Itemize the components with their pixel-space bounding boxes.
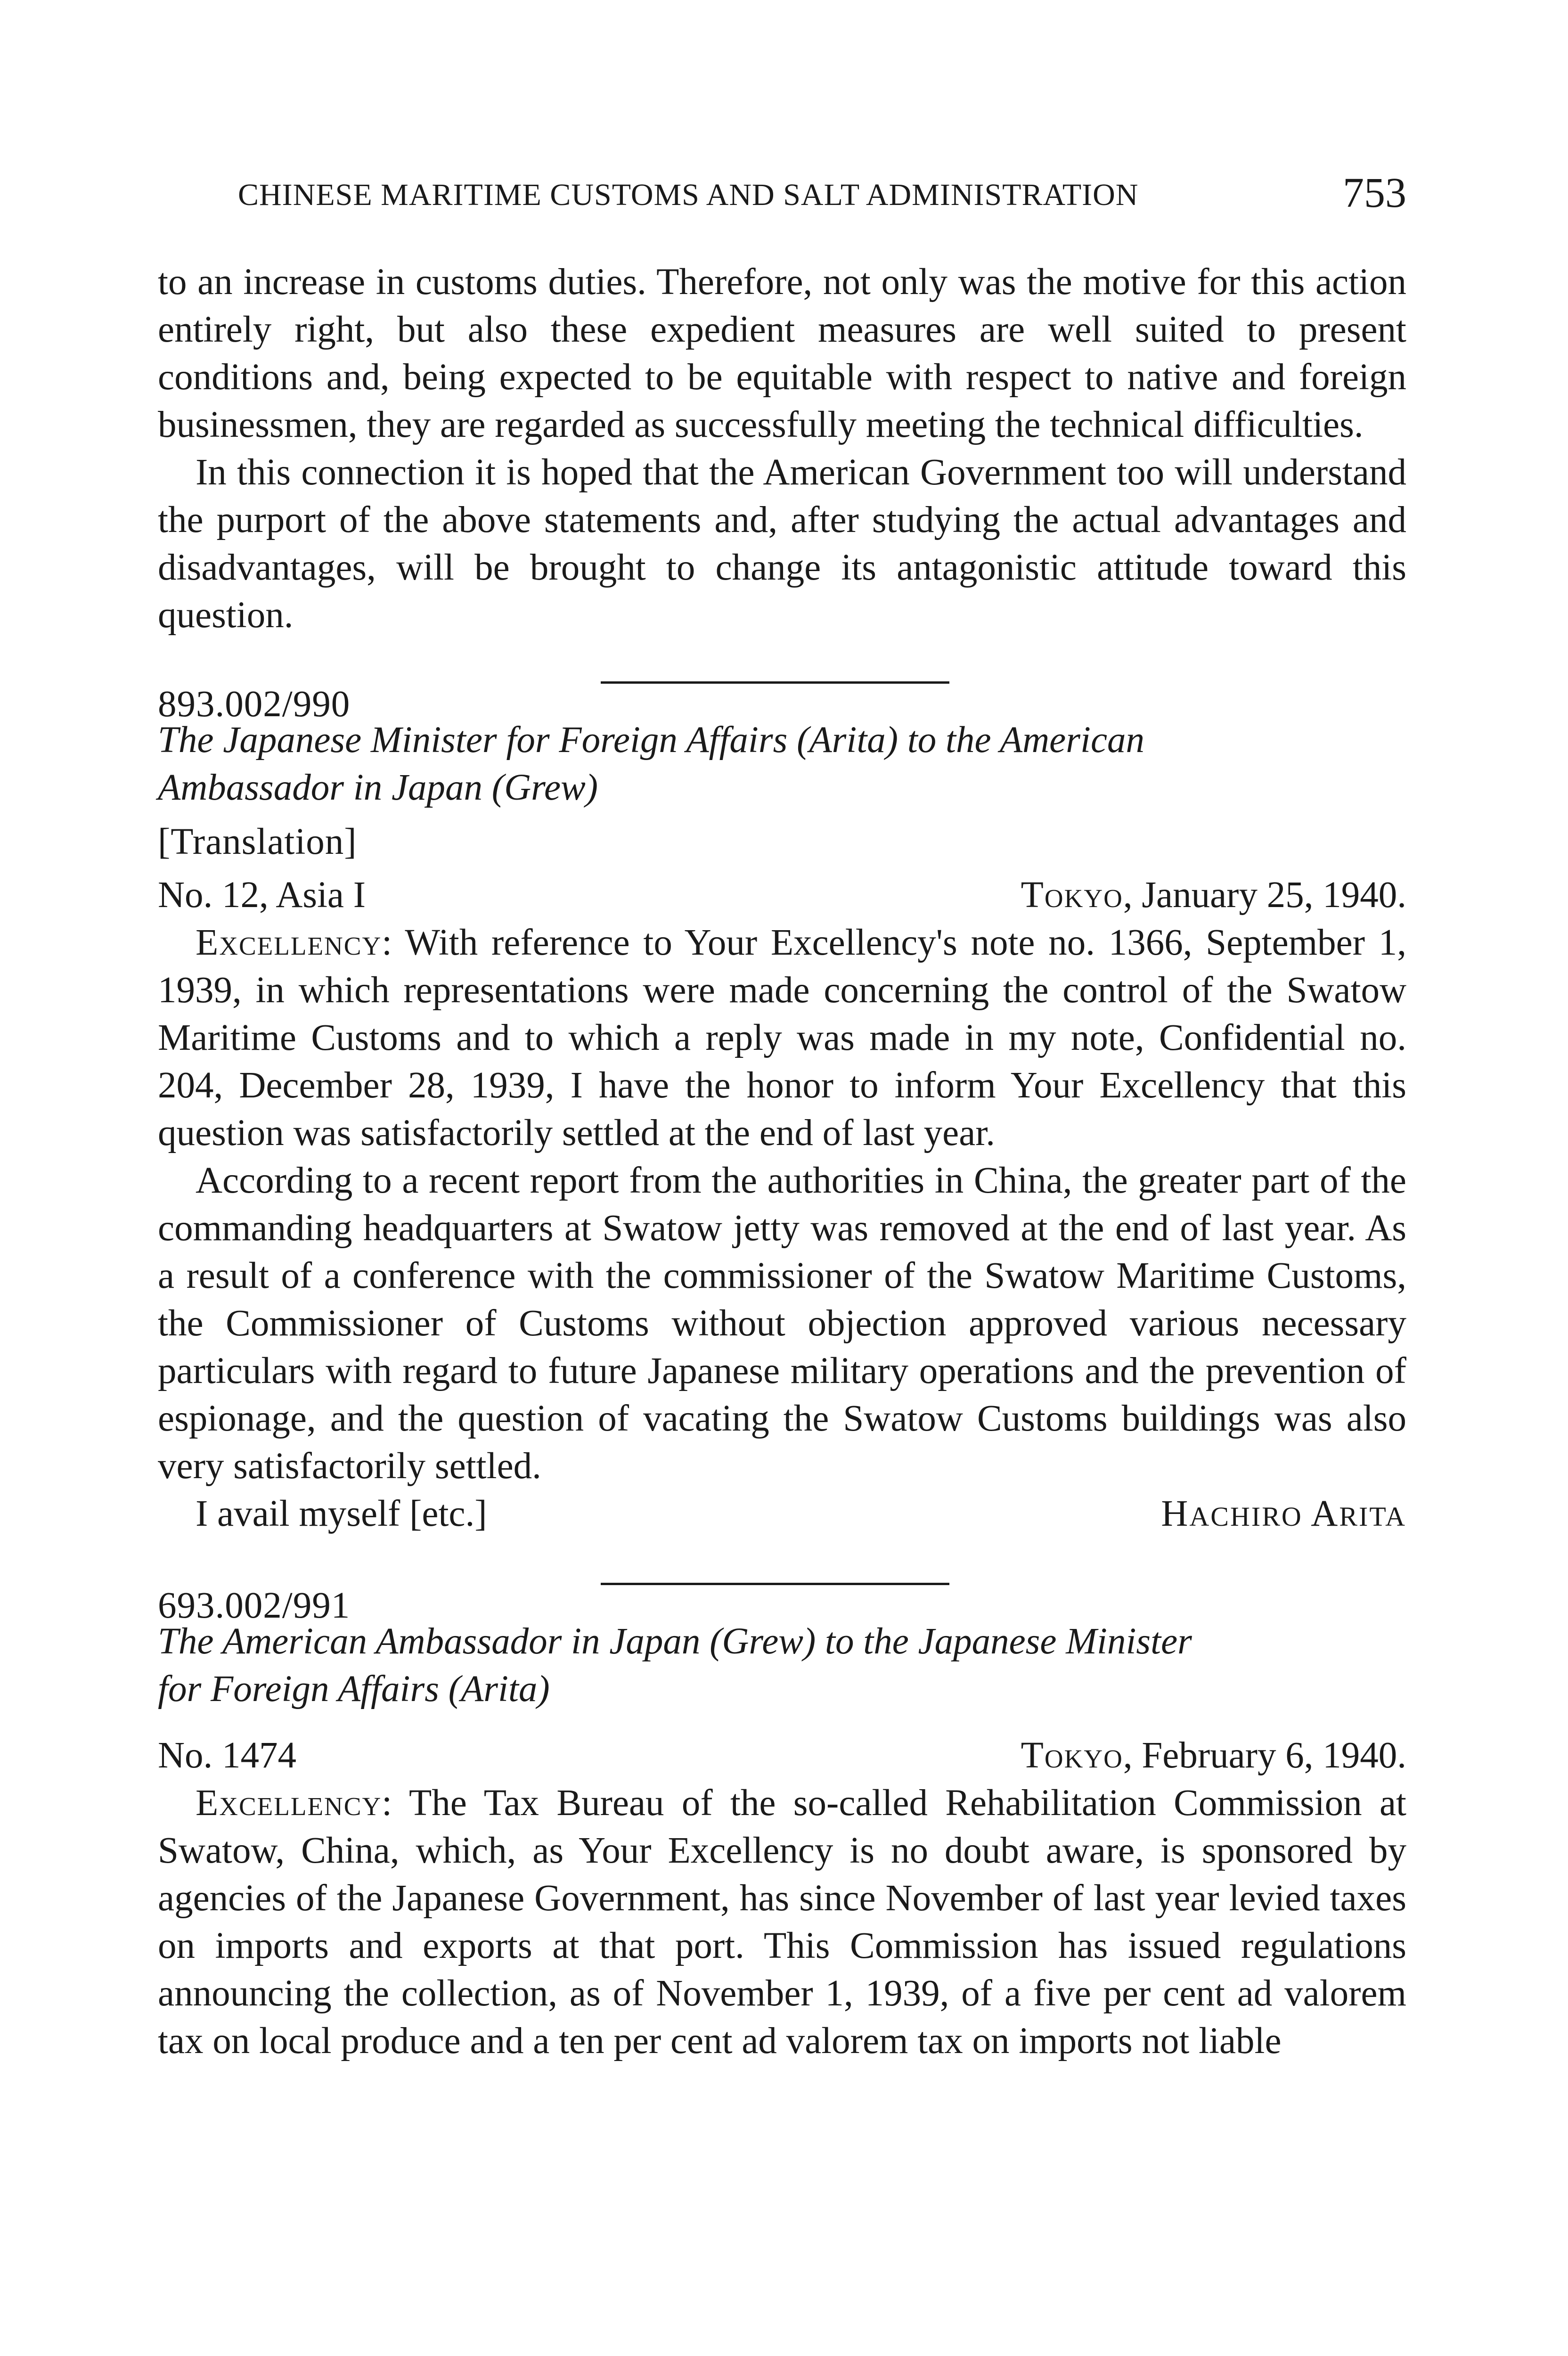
document-number: No. 12, Asia I bbox=[158, 875, 366, 916]
signature-last: RITA bbox=[1339, 1501, 1406, 1532]
salutation: Excellency bbox=[196, 922, 382, 963]
letter-text: : The Tax Bureau of the so-called Rehabilitation Commission at Swatow, China, which, as Your Excellency is no doubt aware, is sponsored by agencies of the Japanese Government, has since November of last year levied taxes on imports and exports at that port. This Commission has issued regulations announcing the collection, as of November 1, 1939, of a five per cent ad valorem tax on local produce and a ten per cent ad valorem tax on imports not liable bbox=[158, 1783, 1406, 2062]
date: , February 6, 1940. bbox=[1123, 1735, 1406, 1776]
document-heading: The Japanese Minister for Foreign Affairs (Arita) to the American bbox=[158, 720, 1145, 761]
continuation-paragraph: to an increase in customs duties. Therefore, not only was the motive for this action entirely right, but also these expedient measures are well suited to present conditions and, being expected to be equitable with respect to native and foreign businessmen, they are regarded as successfully meeting the technical difficulties. bbox=[158, 262, 1406, 445]
closing-line bbox=[158, 1490, 1406, 1540]
place: Tokyo bbox=[1021, 1735, 1123, 1776]
document-heading: for Foreign Affairs (Arita) bbox=[158, 1669, 550, 1710]
dateline bbox=[158, 871, 1406, 919]
document-heading: Ambassador in Japan (Grew) bbox=[158, 767, 598, 808]
separator-block bbox=[158, 639, 1406, 725]
letter-text: : With reference to Your Excellency's note no. 1366, September 1, 1939, in which representations were made concerning the control of the Swatow Maritime Customs and to which a reply was made in my note, Confidential no. 204, December 28, 1939, I have the honor to inform Your Excellency that this question was satisfactorily settled at the end of last year. bbox=[158, 922, 1406, 1153]
running-head bbox=[158, 169, 1406, 221]
signature-first: ACHIRO bbox=[1189, 1501, 1303, 1532]
dateline bbox=[158, 1732, 1406, 1779]
letter-paragraph bbox=[158, 919, 1406, 1157]
continuation-paragraph: In this connection it is hoped that the American Government too will understand the purport of the above statements and, after studying the actual advantages and disadvantages, will be brought to change its antagonistic attitude toward this question. bbox=[158, 452, 1406, 636]
place: Tokyo bbox=[1021, 875, 1123, 916]
signature-first-initial: H bbox=[1161, 1493, 1190, 1534]
section-divider bbox=[601, 681, 949, 684]
closing-text: I avail myself [etc.] bbox=[196, 1493, 487, 1534]
signature bbox=[1161, 1490, 1406, 1540]
document-page bbox=[158, 0, 1406, 2356]
file-number: 893.002/990 bbox=[158, 684, 351, 725]
letter-paragraph bbox=[158, 1779, 1406, 2065]
page-number: 753 bbox=[1343, 170, 1406, 216]
file-number: 693.002/991 bbox=[158, 1585, 351, 1626]
letter-paragraph: According to a recent report from the authorities in China, the greater part of the commanding headquarters at Swatow jetty was removed at the end of last year. As a result of a conference with the commissioner of the Swatow Maritime Customs, the Commissioner of Customs without objection approved various necessary particulars with regard to future Japanese military operations and the prevention of espionage, and the question of vacating the Swatow Customs buildings was also very satisfactorily settled. bbox=[158, 1160, 1406, 1487]
separator-block bbox=[158, 1540, 1406, 1626]
running-head-title: CHINESE MARITIME CUSTOMS AND SALT ADMINISTRATION bbox=[238, 178, 1139, 212]
place-and-date bbox=[1021, 1732, 1406, 1779]
date: , January 25, 1940. bbox=[1123, 875, 1406, 916]
page-body bbox=[158, 258, 1406, 2065]
translation-note: [Translation] bbox=[158, 821, 357, 862]
section-divider bbox=[601, 1583, 949, 1585]
document-heading: The American Ambassador in Japan (Grew) to the Japanese Minister bbox=[158, 1621, 1192, 1662]
salutation: Excellency bbox=[196, 1783, 382, 1824]
place-and-date bbox=[1021, 871, 1406, 919]
signature-last-initial: A bbox=[1311, 1493, 1339, 1534]
document-number: No. 1474 bbox=[158, 1735, 297, 1776]
